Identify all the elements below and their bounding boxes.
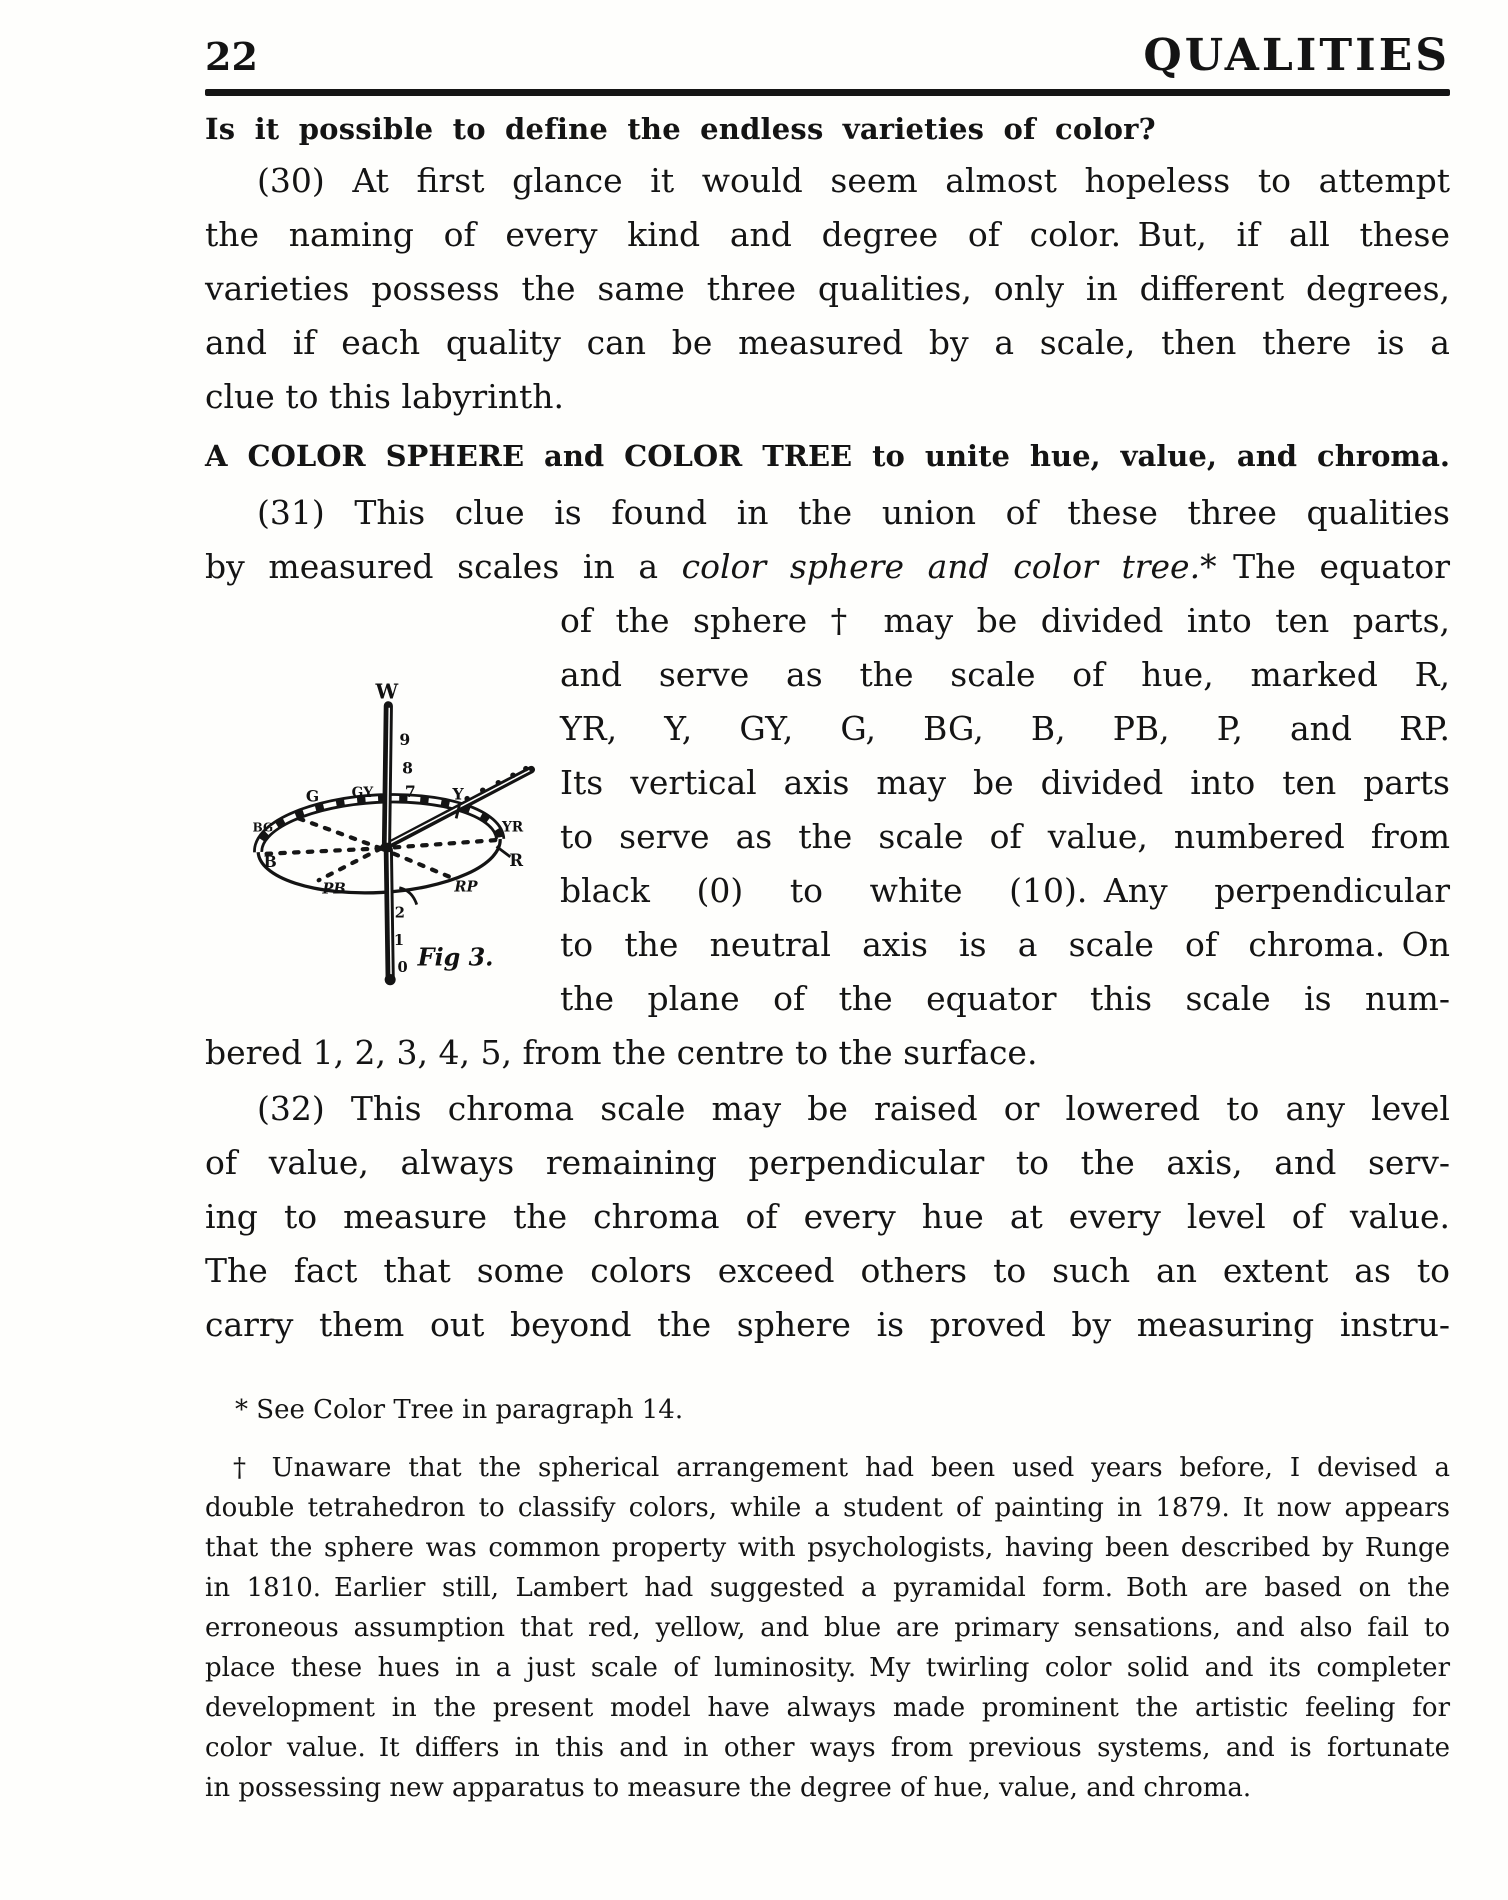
paragraph-31-lead: [205, 486, 1450, 594]
text-line: of value, always remaining perpendicular to the axis, and serv-: [205, 1143, 1450, 1182]
label-hue-bg: BG: [252, 820, 274, 835]
text-line: and if each quality can be measured by a scale, then there is a: [205, 323, 1450, 362]
footnote-star: * See Color Tree in paragraph 14.: [235, 1395, 684, 1425]
paragraph-31-tail: [205, 1026, 1450, 1080]
text-line: [205, 540, 1450, 594]
text-line: (30) At first glance it would seem almost hopeless to attempt: [257, 161, 1450, 200]
text-line: and serve as the scale of hue, marked R,: [560, 655, 1450, 694]
text-line: carry them out beyond the sphere is proved by measuring instru-: [205, 1305, 1450, 1344]
running-header: [205, 0, 1450, 81]
text-line: the plane of the equator this scale is num-: [560, 979, 1450, 1018]
label-hue-rp: RP: [454, 878, 478, 896]
header-rule: [205, 89, 1450, 96]
text-line: to serve as the scale of value, numbered from: [560, 817, 1450, 856]
label-value-7: 7: [404, 781, 416, 801]
text-line: place these hues in a just scale of luminosity. My twirling color solid and its completer: [205, 1653, 1450, 1683]
label-white: W: [375, 679, 399, 704]
text-line: of the sphere † may be divided into ten parts,: [560, 601, 1450, 640]
text-line: erroneous assumption that red, yellow, and blue are primary sensations, and also fail to: [205, 1613, 1450, 1643]
text-line: † Unaware that the spherical arrangement had been used years before, I devised a: [233, 1453, 1450, 1483]
label-hue-g: G: [305, 786, 320, 806]
text-line: black (0) to white (10). Any perpendicular: [560, 871, 1450, 910]
text-segment: by measured scales in a: [205, 547, 682, 586]
figure-and-wrapped-text: [205, 594, 1450, 1080]
text-line: bered 1, 2, 3, 4, 5, from the centre to the surface.: [205, 1033, 1038, 1072]
text-line: The fact that some colors exceed others to such an extent as to: [205, 1251, 1450, 1290]
text-line: the naming of every kind and degree of color. But, if all these: [205, 215, 1450, 254]
paragraph-32: [205, 1082, 1450, 1352]
dotted-radii: [262, 818, 499, 880]
text-line: (31) This clue is found in the union of these three qualities: [257, 493, 1450, 532]
italic-text-segment: color sphere and color tree.: [681, 547, 1201, 586]
axis-base-knob: [385, 974, 396, 985]
figure-3-color-sphere-diagram: [205, 644, 535, 1019]
footnote-dagger: [205, 1448, 1450, 1808]
text-line: development in the present model have always made prominent the artistic feeling for: [205, 1693, 1450, 1723]
text-line: (32) This chroma scale may be raised or lowered to any level: [257, 1089, 1450, 1128]
page-number: 22: [205, 34, 258, 79]
label-hue-pb: PB: [322, 880, 346, 898]
text-line: double tetrahedron to classify colors, while a student of painting in 1879. It now appears: [205, 1493, 1450, 1523]
label-hue-gy: GY: [351, 784, 374, 801]
question-heading: Is it possible to define the endless varieties of color?: [205, 112, 1156, 146]
text-line: clue to this labyrinth.: [205, 377, 565, 416]
r-pointer-arrow: [497, 847, 511, 857]
running-head-title: QUALITIES: [1143, 30, 1450, 81]
text-line: Its vertical axis may be divided into ten parts: [560, 763, 1450, 802]
text-line: YR, Y, GY, G, BG, B, PB, P, and RP.: [560, 709, 1450, 748]
label-value-2: 2: [394, 904, 405, 922]
text-line: color value. It differs in this and in other ways from previous systems, and is fortunate: [205, 1733, 1450, 1763]
label-hue-r: R: [509, 850, 524, 871]
label-value-8: 8: [402, 758, 413, 778]
text-line: in possessing new apparatus to measure the degree of hue, value, and chroma.: [205, 1773, 1252, 1803]
label-value-0: 0: [397, 958, 408, 977]
text-line: in 1810. Earlier still, Lambert had suggested a pyramidal form. Both are based on the: [205, 1573, 1450, 1603]
text-segment: * The equator: [1200, 547, 1450, 586]
text-line: to the neutral axis is a scale of chroma. On: [560, 925, 1450, 964]
text-line: ing to measure the chroma of every hue at every level of value.: [205, 1197, 1450, 1236]
label-hue-yr: YR: [502, 819, 524, 836]
paragraph-30: [205, 154, 1450, 424]
section-heading: A COLOR SPHERE and COLOR TREE to unite hue, value, and chroma.: [205, 439, 1450, 473]
color-sphere-sketch: [205, 644, 535, 1019]
page-content: [205, 0, 1450, 1808]
label-hue-y: Y: [452, 784, 464, 804]
figure-caption: Fig 3.: [417, 942, 494, 972]
text-line: varieties possess the same three qualities, only in different degrees,: [205, 269, 1450, 308]
label-value-9: 9: [399, 730, 411, 750]
label-value-1: 1: [393, 931, 405, 949]
text-line: that the sphere was common property with psychologists, having been described by Runge: [205, 1533, 1450, 1563]
label-hue-b: B: [263, 851, 277, 872]
